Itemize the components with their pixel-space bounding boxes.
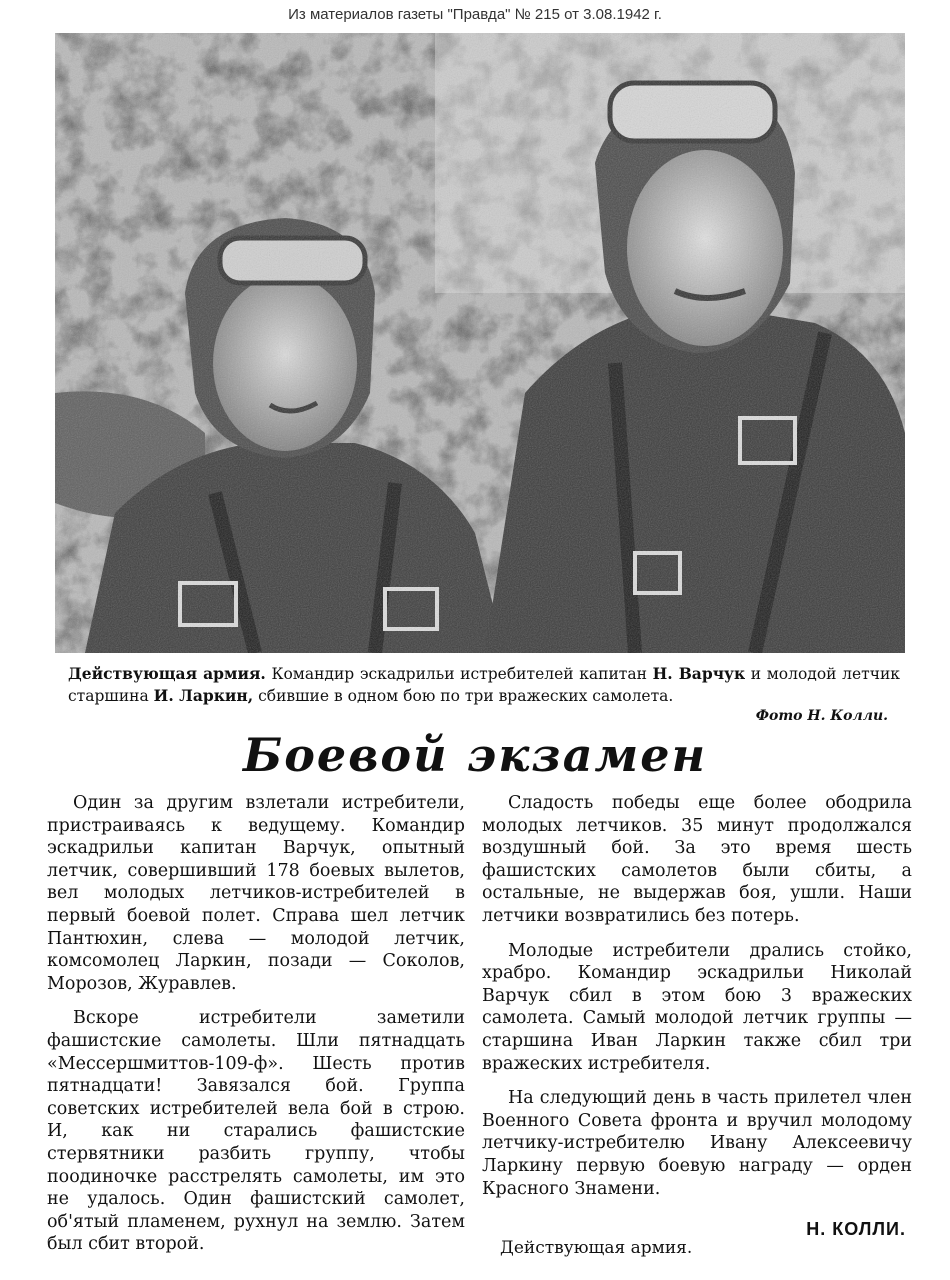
photo-caption bbox=[68, 663, 900, 707]
dateline: Действующая армия. bbox=[500, 1238, 693, 1258]
caption-name-1: Н. Варчук bbox=[652, 664, 746, 683]
article-paragraph: Молодые истребители дрались стойко, храбро. Командир эскадрильи Николай Варчук сбил в этом бою 3 вражеских самолета. Самый молодой летчик группы — старшина Иван Ларкин также сбил три вражеских истребителя. bbox=[482, 940, 912, 1074]
article-right-column bbox=[482, 792, 912, 1212]
article-paragraph: Сладость победы еще более ободрила молодых летчиков. 35 минут продолжался воздушный бой. За это время шесть фашистских самолетов были сбиты, а остальные, не выдержав боя, ушли. Наши летчики возвратились без потерь. bbox=[482, 793, 912, 926]
article-headline: Боевой экзамен bbox=[242, 728, 708, 782]
article-left-column bbox=[47, 792, 465, 1268]
caption-name-2: И. Ларкин, bbox=[153, 686, 254, 705]
caption-text-1: Командир эскадрильи истребителей капитан bbox=[265, 665, 653, 683]
caption-lead: Действующая армия. bbox=[68, 664, 266, 683]
caption-text-3: сбившие в одном бою по три вражеских самолета. bbox=[253, 687, 674, 705]
source-line: Из материалов газеты "Правда" № 215 от 3.08.1942 г. bbox=[288, 6, 662, 23]
newspaper-photo bbox=[55, 33, 905, 653]
photo-illustration bbox=[55, 33, 905, 653]
article-paragraph: Вскоре истребители заметили фашистские самолеты. Шли пятнадцать «Мессершмиттов-109-ф». Шесть против пятнадцати! Завязался бой. Группа советских истребителей вела бой в строю. И, как ни старались фашистские стервятники разбить группу, чтобы поодиночке расстрелять самолеты, им это не удалось. Один фашистский самолет, об'ятый пламенем, рухнул на землю. Затем был сбит второй. bbox=[47, 1008, 465, 1255]
article-paragraph: Один за другим взлетали истребители, пристраиваясь к ведущему. Командир эскадрильи капитан Варчук, опытный летчик, совершивший 178 боевых вылетов, вел молодых летчиков-истребителей в первый боевой полет. Справа шел летчик Пантюхин, слева — молодой летчик, комсомолец Ларкин, позади — Соколов, Морозов, Журавлев. bbox=[47, 793, 465, 994]
author-signature: Н. КОЛЛИ. bbox=[806, 1219, 906, 1239]
article-paragraph: На следующий день в часть прилетел член Военного Совета фронта и вручил молодому летчику-истребителю Ивану Алексеевичу Ларкину первую боевую награду — орден Красного Знамени. bbox=[482, 1088, 912, 1199]
caption-text-2: и молодой летчик старшина bbox=[68, 665, 900, 705]
photo-credit: Фото Н. Колли. bbox=[755, 708, 888, 724]
